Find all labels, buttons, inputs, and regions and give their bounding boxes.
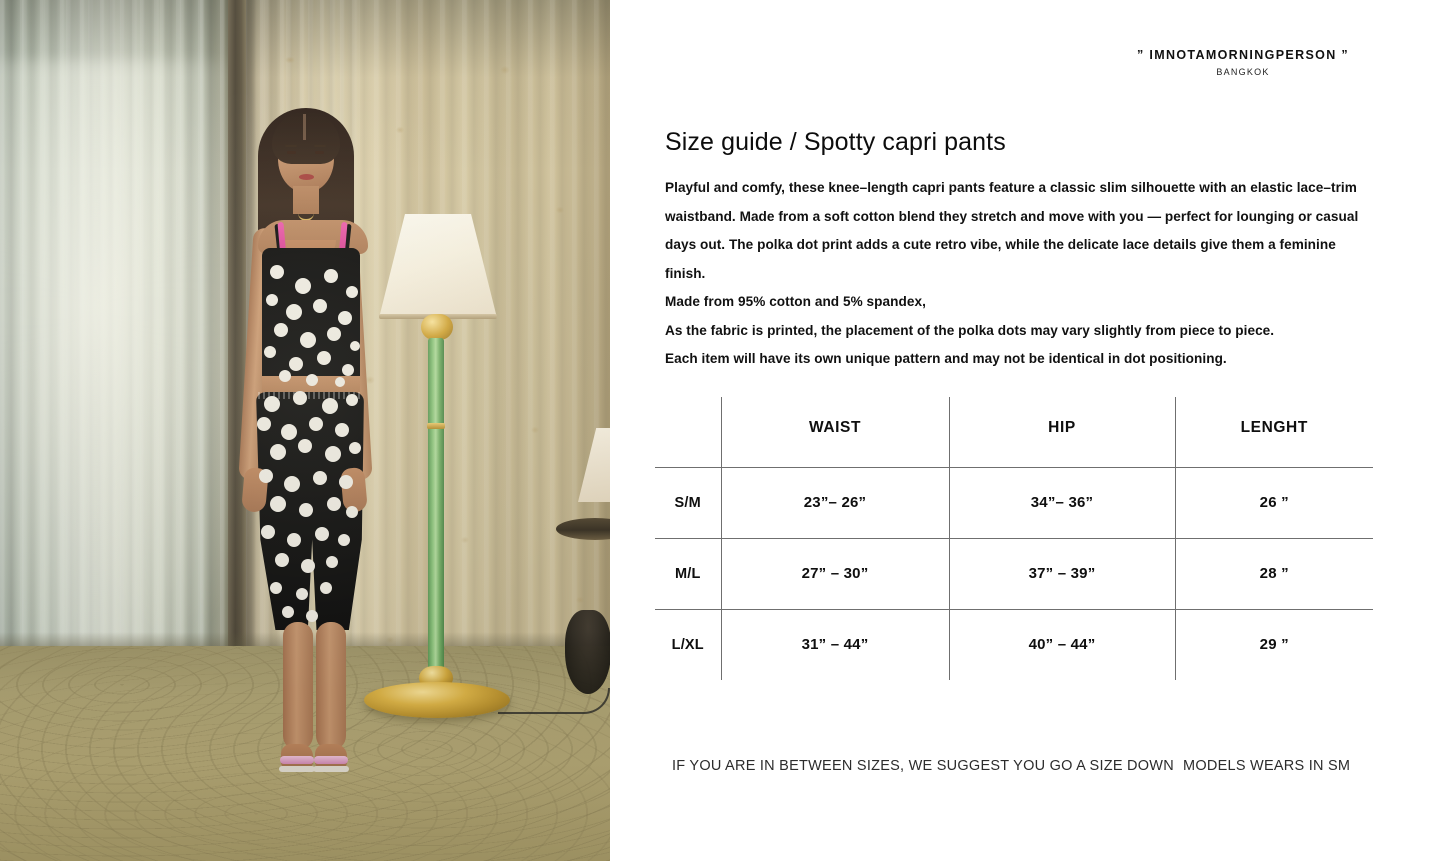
brand-city: BANGKOK — [1216, 67, 1270, 77]
sandal-strap-left — [280, 756, 314, 764]
lace-trim-waistband — [258, 392, 362, 399]
polka-dot-camisole — [262, 248, 360, 384]
product-description: Playful and comfy, these knee–length capri pants feature a classic slim silhouette with an elastic lace–trim waistband. Made from a soft cotton blend they stretch and move with you — perfect for lounging or casual days out. The polka dot print adds a cute retro vibe, while the delicate lace details give them a feminine finish. — [665, 180, 1359, 281]
model-lips — [299, 174, 314, 180]
cell-waist: 23”– 26” — [721, 467, 949, 538]
column-header-size — [655, 397, 721, 467]
model-neck — [293, 186, 319, 214]
model-leg-left — [283, 622, 313, 750]
cell-waist: 31” – 44” — [721, 609, 949, 680]
column-header-hip: HIP — [949, 397, 1175, 467]
sandal-sole-left — [279, 766, 315, 772]
model-leg-right — [316, 622, 346, 750]
model-figure — [0, 0, 610, 861]
size-chart-header — [655, 397, 1373, 467]
size-chart-body — [655, 467, 1373, 680]
model-eye-right — [315, 151, 324, 154]
model-wears-note: MODELS WEARS IN SM — [1183, 758, 1351, 774]
cell-hip: 37” – 39” — [949, 538, 1175, 609]
cell-length: 28 ” — [1175, 538, 1373, 609]
between-sizes-note: IF YOU ARE IN BETWEEN SIZES, WE SUGGEST YOU GO A SIZE DOWN — [672, 758, 1174, 774]
model-eyebrow-left — [285, 145, 297, 147]
product-photo — [0, 0, 610, 861]
cell-length: 26 ” — [1175, 467, 1373, 538]
cell-size: M/L — [674, 565, 701, 582]
brand-name: ” IMNOTAMORNINGPERSON ” — [1136, 48, 1350, 62]
table-row — [655, 609, 1373, 680]
cell-hip: 40” – 44” — [949, 609, 1175, 680]
print-variance-note: As the fabric is printed, the placement of the polka dots may vary slightly from piece to piece. — [665, 322, 1275, 338]
fabric-composition: Made from 95% cotton and 5% spandex, — [665, 294, 926, 309]
unique-pattern-note: Each item will have its own unique pattern and may not be identical in dot positioning. — [665, 351, 1227, 366]
sandal-strap-right — [314, 756, 348, 764]
column-header-length: LENGHT — [1175, 397, 1373, 467]
page-title: Size guide / Spotty capri pants — [665, 128, 1006, 156]
fabric-notes — [665, 288, 1365, 374]
cell-size: L/XL — [671, 636, 704, 653]
cell-waist: 27” – 30” — [721, 538, 949, 609]
table-row — [655, 467, 1373, 538]
brand-lockup — [1093, 48, 1393, 77]
cell-size: S/M — [674, 494, 701, 511]
size-chart-table — [655, 397, 1373, 680]
model-eyebrow-right — [314, 145, 326, 147]
size-guide-content — [610, 0, 1445, 861]
size-guide-footer — [610, 758, 1445, 782]
model-hair-part — [303, 114, 306, 140]
table-header-row — [655, 397, 1373, 467]
cell-hip: 34”– 36” — [949, 467, 1175, 538]
model-hand-right — [340, 467, 368, 513]
spotty-capri-pants — [256, 392, 364, 630]
cell-length: 29 ” — [1175, 609, 1373, 680]
column-header-waist: WAIST — [721, 397, 949, 467]
table-row — [655, 538, 1373, 609]
sandal-sole-right — [313, 766, 349, 772]
model-eye-left — [287, 151, 296, 154]
